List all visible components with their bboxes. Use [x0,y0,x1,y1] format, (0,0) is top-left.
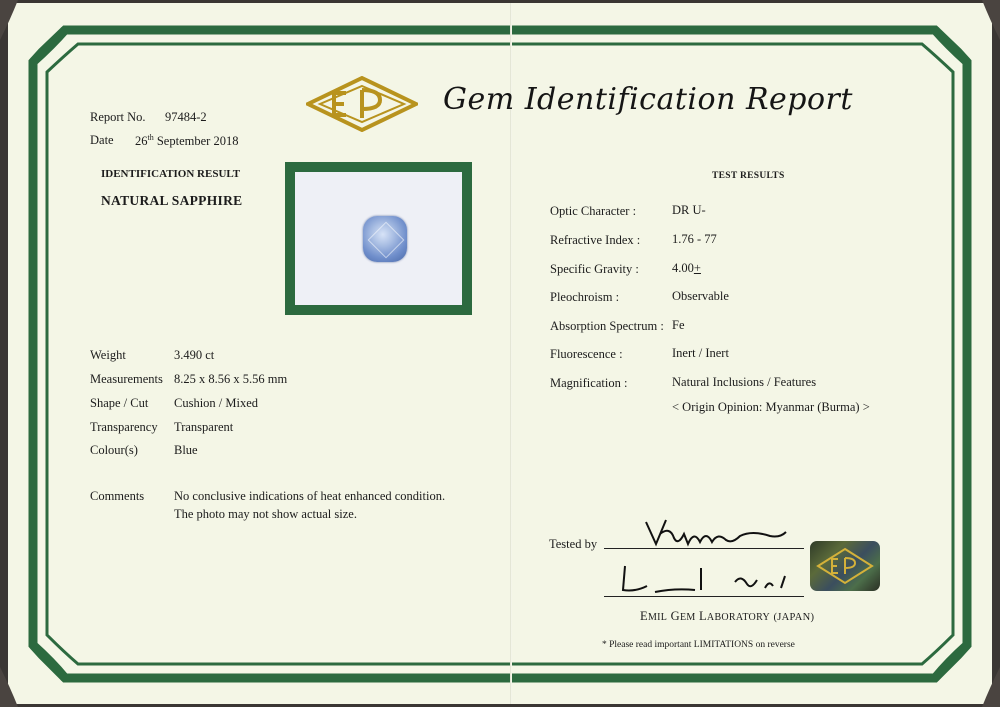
optic-character-value: DR U- [672,203,706,217]
test-results-heading: TEST RESULTS [712,171,785,181]
transparency-value: Transparent [174,420,234,434]
colour-value: Blue [174,443,198,457]
gem-photo [295,172,462,305]
holographic-seal [810,541,880,591]
comments-line-2: The photo may not show actual size. [174,507,357,521]
director-signature-icon [615,562,805,598]
plus-minus-sign: + [693,261,701,275]
weight-value: 3.490 ct [174,348,215,362]
specific-gravity-value [672,261,701,276]
absorption-spectrum-label: Absorption Spectrum : [550,319,664,333]
absorption-spectrum-value: Fe [672,318,685,332]
lab-name [640,609,814,624]
ep-seal-icon [810,541,880,591]
weight-label: Weight [90,348,126,362]
lab-name-em: EM [679,612,696,623]
optic-character-label: Optic Character : [550,204,637,218]
director-signature-line [604,596,804,597]
gem-photo-frame [285,162,472,315]
date-label: Date [90,133,114,147]
sapphire-image [363,216,407,262]
identification-heading: IDENTIFICATION RESULT [101,168,241,180]
report-number-label: Report No. [90,110,146,124]
comments-label: Comments [90,489,145,503]
identification-result: NATURAL SAPPHIRE [101,193,243,208]
pleochroism-label: Pleochroism : [550,290,620,304]
lab-name-aboratory: ABORATORY [706,612,771,623]
origin-opinion: < Origin Opinion: Myanmar (Burma) > [672,400,870,414]
date-suffix: th [147,133,154,142]
lab-name-g: G [670,609,680,623]
shape-value: Cushion / Mixed [174,396,259,410]
specific-gravity-label: Specific Gravity : [550,262,639,276]
fluorescence-value: Inert / Inert [672,346,729,360]
fluorescence-label: Fluorescence : [550,347,623,361]
refractive-index-value: 1.76 - 77 [672,232,717,246]
report-number: 97484-2 [165,110,207,124]
limitations-note: * Please read important LIMITATIONS on reverse [602,640,795,650]
magnification-label: Magnification : [550,376,628,390]
date-day: 26 [135,134,148,149]
tested-by-label: Tested by [549,537,598,551]
comments-line-1: No conclusive indications of heat enhanced condition. [174,489,446,503]
tester-signature-icon [640,516,790,552]
ep-logo-icon [306,76,418,132]
colour-label: Colour(s) [90,443,138,457]
lab-name-e: E [640,609,648,623]
lab-name-japan: (JAPAN) [773,612,815,623]
shape-label: Shape / Cut [90,396,149,410]
specific-gravity-number: 4.00 [672,261,694,275]
report-title: Gem Identification Report [443,82,853,117]
lab-name-l: L [698,609,707,623]
report-date [135,133,238,149]
magnification-value: Natural Inclusions / Features [672,375,817,389]
transparency-label: Transparency [90,420,158,434]
lab-name-mil: MIL [647,612,668,623]
pleochroism-value: Observable [672,289,729,303]
date-rest: September 2018 [156,134,239,149]
measurements-value: 8.25 x 8.56 x 5.56 mm [174,372,288,386]
measurements-label: Measurements [90,372,163,386]
refractive-index-label: Refractive Index : [550,233,641,247]
